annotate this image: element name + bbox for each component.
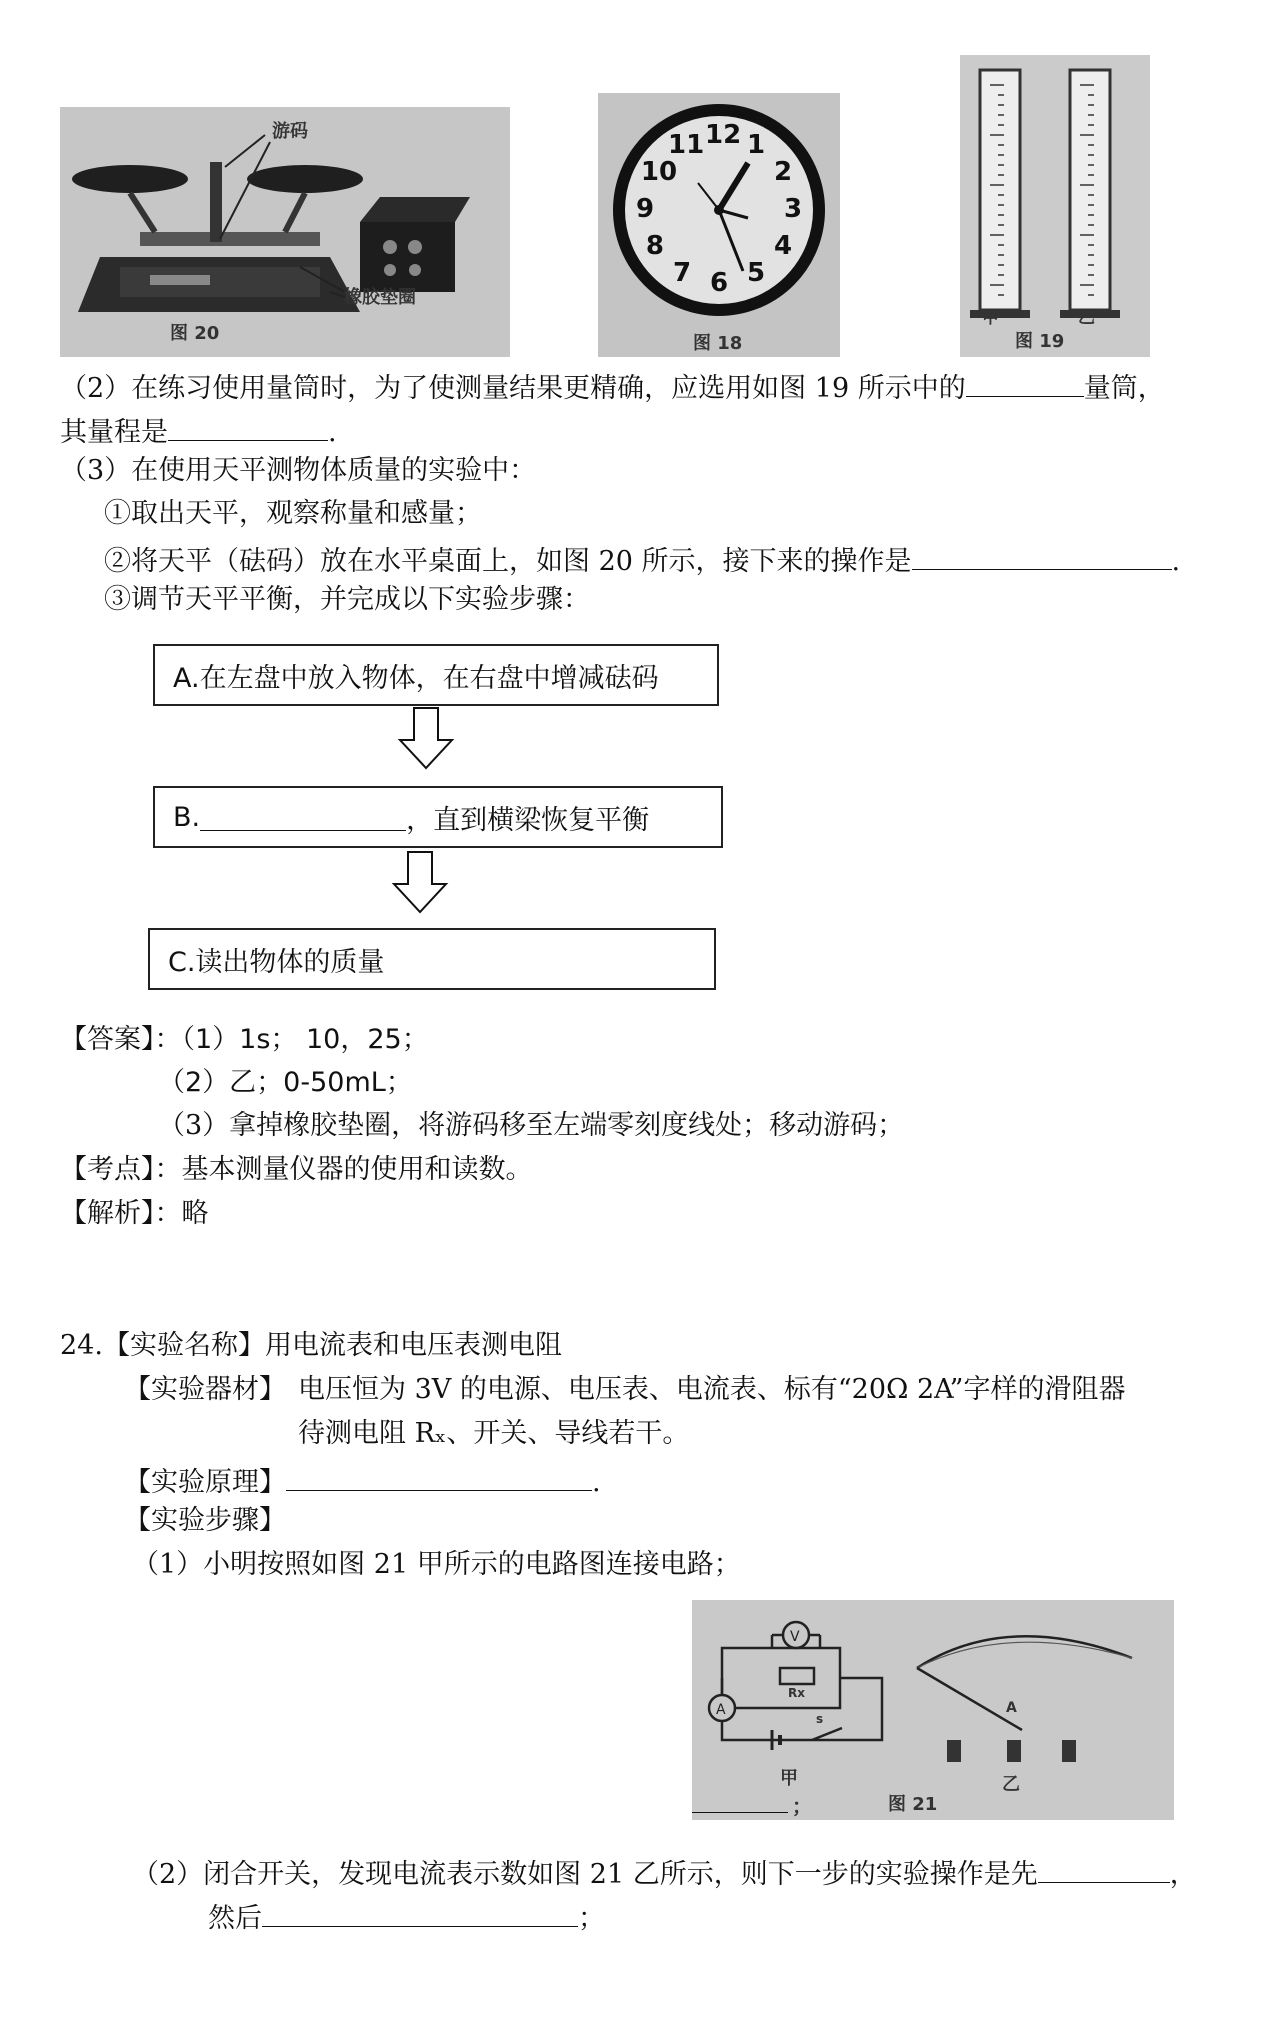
q24-principle-blank[interactable]: [286, 1460, 592, 1491]
clock-number-7: 7: [672, 258, 692, 289]
figure-21-semicolon: ；: [792, 1794, 812, 1818]
figure-19-caption: 图 19: [1015, 331, 1065, 352]
clock-number-8: 8: [645, 231, 664, 261]
cylinder-right-label: 乙: [1078, 308, 1095, 328]
q2-cylinder-blank[interactable]: [966, 366, 1084, 397]
figure-21-caption: 图 21: [888, 1794, 938, 1815]
circuit-right-label: 乙: [1002, 1774, 1020, 1795]
clock-number-9: 9: [635, 194, 655, 224]
clock-number-1: 1: [746, 129, 766, 160]
flow-arrow-1: [396, 706, 456, 772]
figure-20-balance: [60, 107, 510, 357]
clock-number-12: 12: [705, 120, 742, 150]
q24-step2-blank2[interactable]: [262, 1896, 578, 1927]
q24-step2-line2: [208, 1896, 605, 1937]
svg-text:A: A: [716, 1702, 726, 1718]
flow-b-suffix: ，直到横梁恢复平衡: [406, 804, 650, 836]
answer-2: （2）乙；0-50mL；: [158, 1067, 413, 1098]
flow-b-blank[interactable]: [200, 804, 406, 831]
q24-step2-blank1[interactable]: [1038, 1852, 1170, 1883]
figure-21-blank[interactable]: [692, 1812, 788, 1813]
q24-equip-label: 【实验器材】: [124, 1374, 286, 1405]
q3-step2-blank[interactable]: [912, 539, 1172, 570]
q2-range-label: 其量程是: [60, 417, 168, 448]
q24-step2-then: 然后: [208, 1903, 262, 1934]
flow-b-prefix: B.: [173, 801, 201, 833]
clock-number-4: 4: [774, 231, 793, 261]
point-label: 【考点】：: [60, 1154, 182, 1185]
flow-box-c: [148, 928, 716, 990]
q24-step1: （1）小明按照如图 21 甲所示的电路图连接电路；: [132, 1549, 741, 1580]
clock-number-5: 5: [746, 258, 766, 289]
switch-label: s: [816, 1712, 824, 1726]
cylinder-left-label: 甲: [982, 308, 999, 328]
clock-number-2: 2: [774, 157, 793, 187]
flow-box-a: [153, 644, 719, 706]
q24-name-label: 【实验名称】: [102, 1330, 265, 1361]
circuit-drawing: [692, 1600, 1174, 1820]
figure-20-caption: 图 20: [170, 323, 220, 344]
rider-label: 游码: [272, 121, 308, 142]
q2-period: .: [328, 417, 337, 448]
flow-arrow-2: [390, 850, 450, 916]
answer-1: （1）1s； 10，25；: [181, 1024, 429, 1055]
analysis-line: [60, 1196, 209, 1232]
q3-step2-text: ②将天平（砝码）放在水平桌面上，如图 20 所示，接下来的操作是: [104, 546, 912, 577]
q24-step2-comma: ，: [1169, 1859, 1197, 1890]
q2-line2: [60, 410, 337, 451]
figure-18-caption: 图 18: [693, 333, 743, 354]
q3-step1: ①取出天平，观察称量和感量；: [104, 498, 482, 529]
q2-range-blank[interactable]: [168, 410, 328, 441]
flow-c-text: C.读出物体的质量: [168, 946, 385, 978]
clock-number-6: 6: [709, 268, 729, 298]
circuit-left-label: 甲: [780, 1768, 798, 1789]
q24-title: [60, 1328, 562, 1364]
clock-number-10: 10: [640, 157, 678, 187]
answer-3: （3）拿掉橡胶垫圈，将游码移至左端零刻度线处；移动游码；: [158, 1110, 905, 1141]
q24-equip-line2: 待测电阻 Rₓ、开关、导线若干。: [298, 1418, 690, 1449]
q3-step2-period: .: [1171, 546, 1181, 577]
flow-a-text: A.在左盘中放入物体，在右盘中增减砝码: [173, 662, 659, 694]
q2-text-a: （2）在练习使用量筒时，为了使测量结果更精确，应选用如图 19 所示中的: [60, 373, 966, 404]
q24-step2-semicolon: ；: [578, 1903, 605, 1934]
clock-number-11: 11: [668, 129, 705, 160]
clock-number-3: 3: [783, 194, 803, 224]
flow-box-b: [153, 786, 723, 848]
q24-principle: [124, 1460, 601, 1501]
figure-21-circuit: [692, 1600, 1174, 1820]
gasket-label: 橡胶垫圈: [344, 287, 416, 308]
q24-name-text: 用电流表和电压表测电阻: [264, 1330, 562, 1361]
analysis-label: 【解析】：: [60, 1198, 182, 1229]
q3-intro: （3）在使用天平测物体质量的实验中：: [60, 455, 537, 486]
q24-principle-period: .: [592, 1467, 601, 1498]
svg-text:V: V: [790, 1629, 800, 1645]
balance-drawing: [60, 107, 510, 357]
q24-steps-label: 【实验步骤】: [124, 1505, 286, 1536]
q24-equip-line1: 电压恒为 3V 的电源、电压表、电流表、标有“20Ω 2A”字样的滑阻器: [298, 1374, 1126, 1405]
pointer-label: A: [1006, 1700, 1017, 1716]
q24-number: 24.: [60, 1330, 103, 1361]
q3-step2: [104, 539, 1180, 580]
point-text: 基本测量仪器的使用和读数。: [181, 1154, 533, 1185]
q2-line1: [60, 366, 1165, 407]
resistor-label: Rx: [788, 1686, 805, 1700]
answer-line1: [60, 1022, 429, 1058]
q24-step2-text: （2）闭合开关，发现电流表示数如图 21 乙所示，则下一步的实验操作是先: [132, 1859, 1038, 1890]
q2-text-b: 量筒，: [1083, 373, 1165, 404]
q24-step2-line1: [132, 1852, 1197, 1893]
analysis-text: 略: [181, 1198, 209, 1229]
q3-step3: ③调节天平平衡，并完成以下实验步骤：: [104, 584, 590, 615]
q24-principle-label: 【实验原理】: [124, 1467, 286, 1498]
figure-19-cylinders: [960, 55, 1150, 357]
answer-label: 【答案】：: [60, 1024, 182, 1055]
figure-18-clock: [598, 93, 840, 357]
point-line: [60, 1152, 533, 1188]
